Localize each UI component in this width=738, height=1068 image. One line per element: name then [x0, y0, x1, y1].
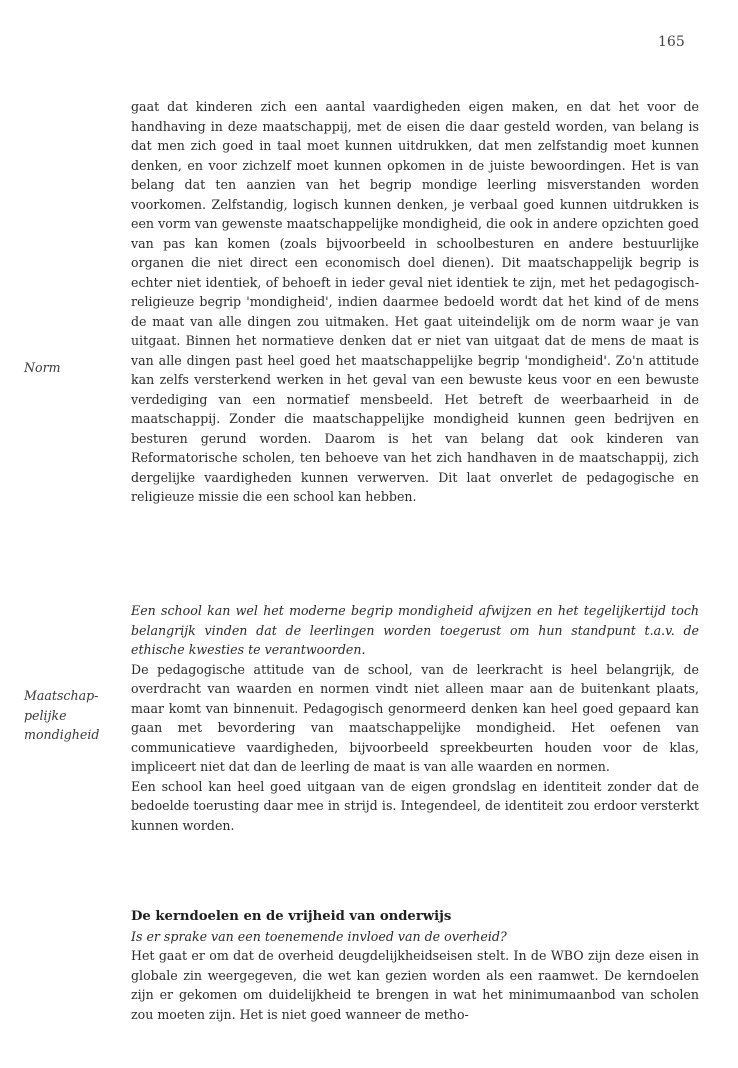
margin-note-norm: Norm [24, 360, 61, 375]
margin-note-maatschappelijke-mondigheid [24, 686, 128, 745]
italic-intro-paragraph: Een school kan wel het moderne begrip mondigheid afwijzen en het tegelijkertijd toch belangrijk vinden dat de leerlingen worden toegerust om hun standpunt t.a.v. de ethische kwesties te verantwoorden. [131, 603, 699, 657]
section-kerndoelen [131, 907, 699, 1024]
margin-note-line: pelijke [24, 707, 67, 723]
body-text-block-1 [131, 97, 699, 507]
margin-note-line: Maatschap- [24, 688, 99, 703]
body-text-block-2 [131, 601, 699, 835]
paragraph-kerndoelen: Het gaat er om dat de overheid deugdelijkheidseisen stelt. In de WBO zijn deze eisen in globale zin weergegeven, die wet kan gezien worden als een raamwet. De kerndoelen zijn er gekomen om duidelijkheid te brengen in wat het minimumaanbod van scholen zou moeten zijn. Het is niet goed wanneer de metho- [131, 948, 699, 1022]
paragraph-mondigheid: gaat dat kinderen zich een aantal vaardigheden eigen maken, en dat het voor de handhaving in deze maatschappij, met de eisen die daar gesteld worden, van belang is dat men zich goed in taal moet kunnen uitdrukken, dat men zelfstandig moet kunnen denken, en voor zichzelf moet kunnen opkomen in de juiste bewoordingen. Het is van belang dat ten aanzien van het begrip mondige leerling misverstanden worden voorkomen. Zelfstandig, logisch kunnen denken, je verbaal goed kunnen uitdrukken is een vorm van gewenste maatschappelijke mondigheid, die ook in andere opzichten goed van pas kan komen (zoals bijvoorbeeld in schoolbesturen en andere bestuurlijke organen die niet direct een economisch doel dienen). Dit maatschappelijk begrip is echter niet identiek, of behoeft in ieder geval niet identiek te zijn, met het pedagogisch-religieuze begrip 'mondigheid', indien daarmee bedoeld wordt dat het kind of de mens de maat van alle dingen zou uitmaken. Het gaat uiteindelijk om de norm waar je van uitgaat. Binnen het normatieve denken dat er niet van uitgaat dat de mens de maat is van alle dingen past heel goed het maatschappelijke begrip 'mondigheid'. Zo'n attitude kan zelfs versterkend werken in het geval van een bewuste keus voor en een bewuste verdediging van een normatief mensbeeld. Het betreft de weerbaarheid in de maatschappij. Zonder die maatschappelijke mondigheid kunnen geen bedrijven en besturen gerund worden. Daarom is het van belang dat ook kinderen van Reformatorische scholen, ten behoeve van het zich handhaven in de maatschappij, zich dergelijke vaardigheden kunnen verwerven. Dit laat onverlet de pedagogische en religieuze missie die een school kan hebben. [131, 99, 699, 504]
section-question: Is er sprake van een toenemende invloed van de overheid? [131, 928, 507, 944]
margin-note-line: mondigheid [24, 727, 100, 742]
paragraph-grondslag-identiteit: Een school kan heel goed uitgaan van de eigen grondslag en identiteit zonder dat de bedoelde toerusting daar mee in strijd is. Integendeel, de identiteit zou erdoor versterkt kunnen worden. [131, 778, 699, 833]
paragraph-pedagogische-attitude: De pedagogische attitude van de school, van de leerkracht is heel belangrijk, de overdracht van waarden en normen vindt niet alleen maar aan de buitenkant plaats, maar komt van binnenuit. Pedagogisch genormeerd denken kan heel goed gepaard kan gaan met bevordering van maatschappelijke mondigheid. Het oefenen van communicatieve vaardigheden, bijvoorbeeld spreekbeurten houden voor de klas, impliceert niet dat dan de leerling de maat is van alle waarden en normen. [131, 661, 699, 774]
page-number: 165 [658, 34, 685, 50]
section-heading: De kerndoelen en de vrijheid van onderwijs [131, 909, 452, 924]
